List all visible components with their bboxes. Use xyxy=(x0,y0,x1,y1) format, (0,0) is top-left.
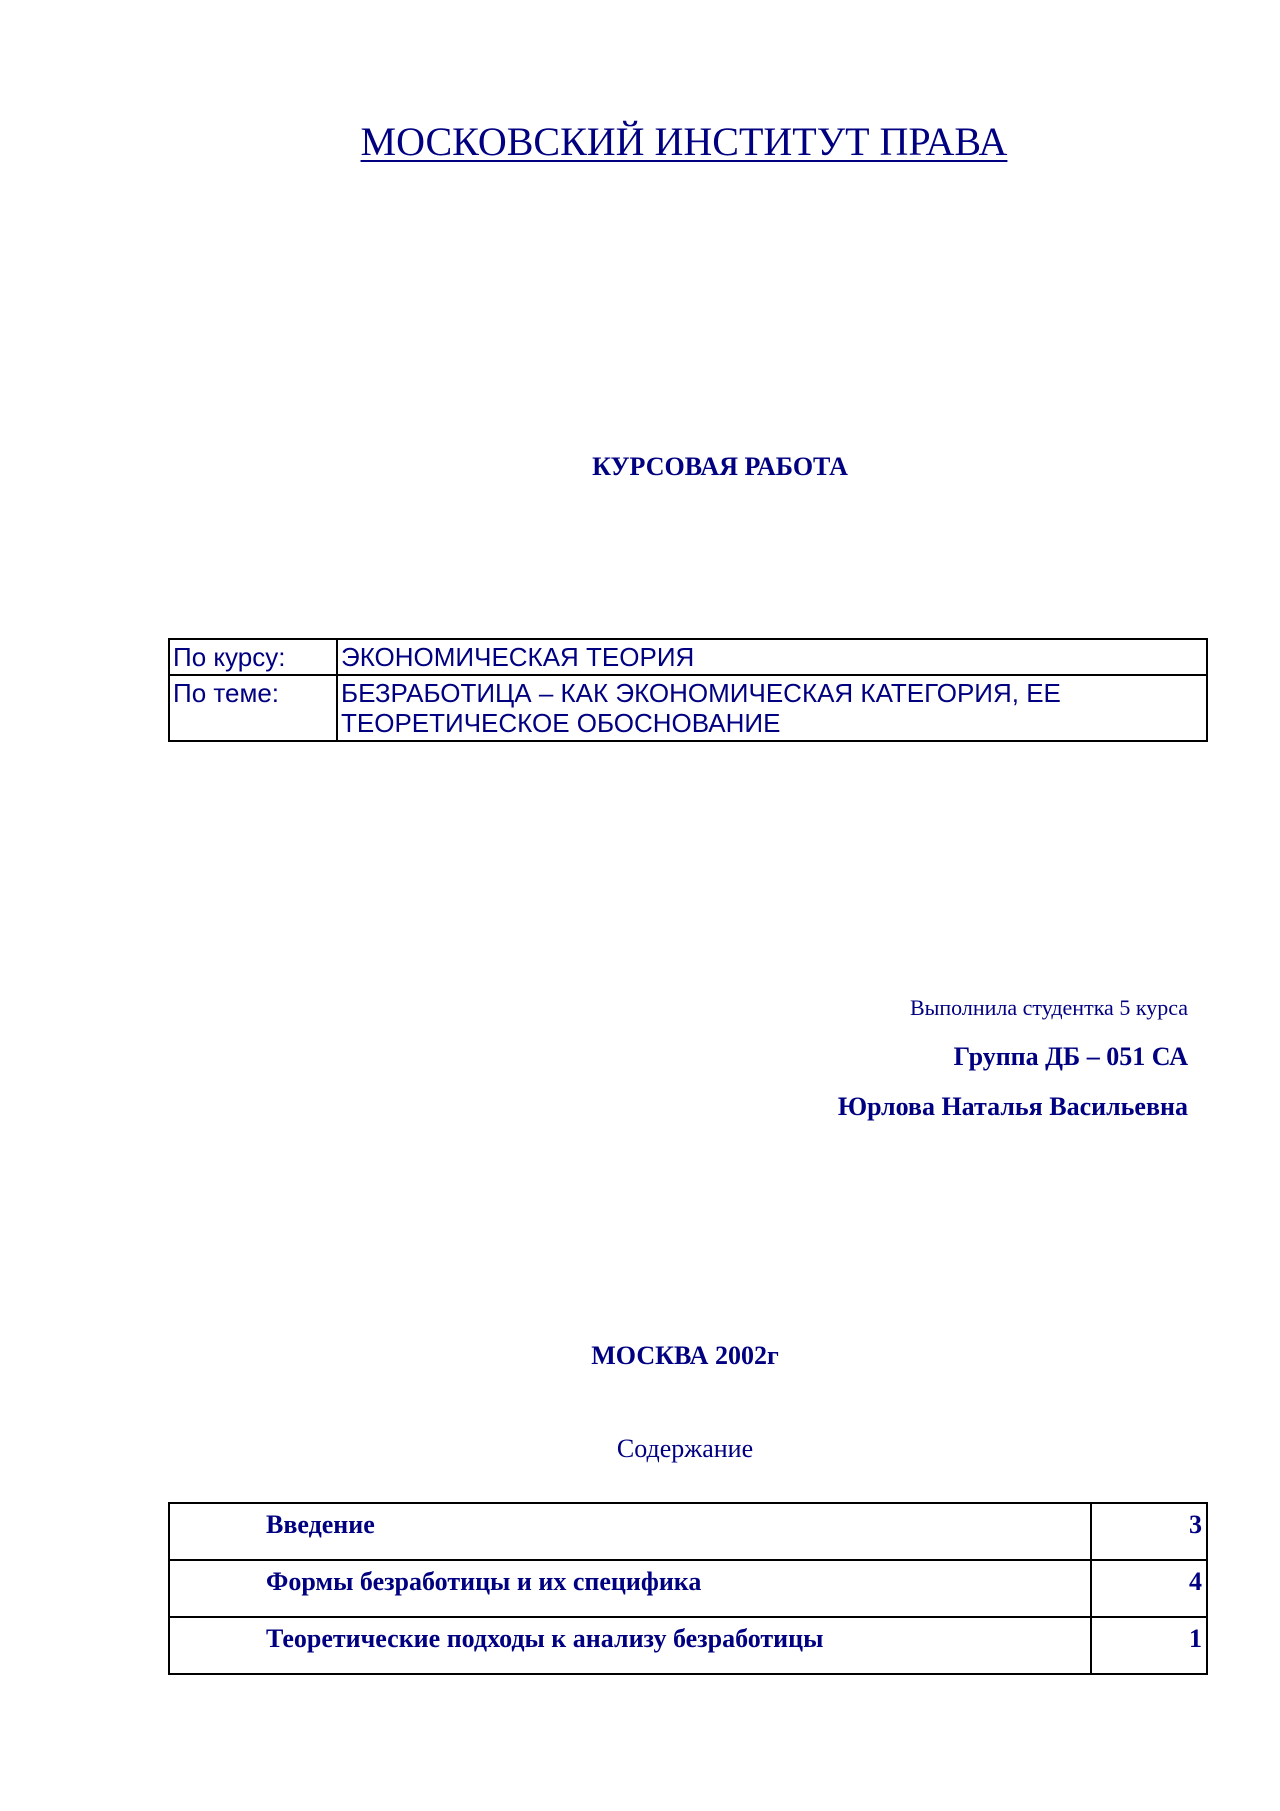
toc-row xyxy=(169,1560,1207,1617)
city-year: МОСКВА 2002г xyxy=(591,1341,779,1370)
toc-title: Содержание xyxy=(616,1434,754,1463)
topic-value: БЕЗРАБОТИЦА – КАК ЭКОНОМИЧЕСКАЯ КАТЕГОРИЯ, ЕЕ ТЕОРЕТИЧЕСКОЕ ОБОСНОВАНИЕ xyxy=(337,675,1207,741)
toc-entry-title: Формы безработицы и их специфика xyxy=(169,1560,1091,1617)
course-value: ЭКОНОМИЧЕСКАЯ ТЕОРИЯ xyxy=(337,639,1207,675)
table-row xyxy=(169,675,1207,741)
topic-label: По теме: xyxy=(169,675,337,741)
toc-entry-page: 3 xyxy=(1091,1503,1207,1560)
document-type: КУРСОВАЯ РАБОТА xyxy=(592,452,848,481)
toc-row xyxy=(169,1503,1207,1560)
subject-table xyxy=(168,638,1208,742)
toc-entry-page: 1 xyxy=(1091,1617,1207,1674)
toc-entry-title: Введение xyxy=(169,1503,1091,1560)
author-status: Выполнила студентка 5 курса xyxy=(909,995,1188,1020)
course-label: По курсу: xyxy=(169,639,337,675)
toc-entry-page: 4 xyxy=(1091,1560,1207,1617)
toc-table xyxy=(168,1502,1208,1675)
author-group: Группа ДБ – 051 СА xyxy=(953,1042,1188,1071)
table-row xyxy=(169,639,1207,675)
toc-row xyxy=(169,1617,1207,1674)
author-name: Юрлова Наталья Васильевна xyxy=(837,1092,1188,1121)
institute-title: МОСКОВСКИЙ ИНСТИТУТ ПРАВА xyxy=(360,119,1008,164)
toc-entry-title: Теоретические подходы к анализу безработицы xyxy=(169,1617,1091,1674)
